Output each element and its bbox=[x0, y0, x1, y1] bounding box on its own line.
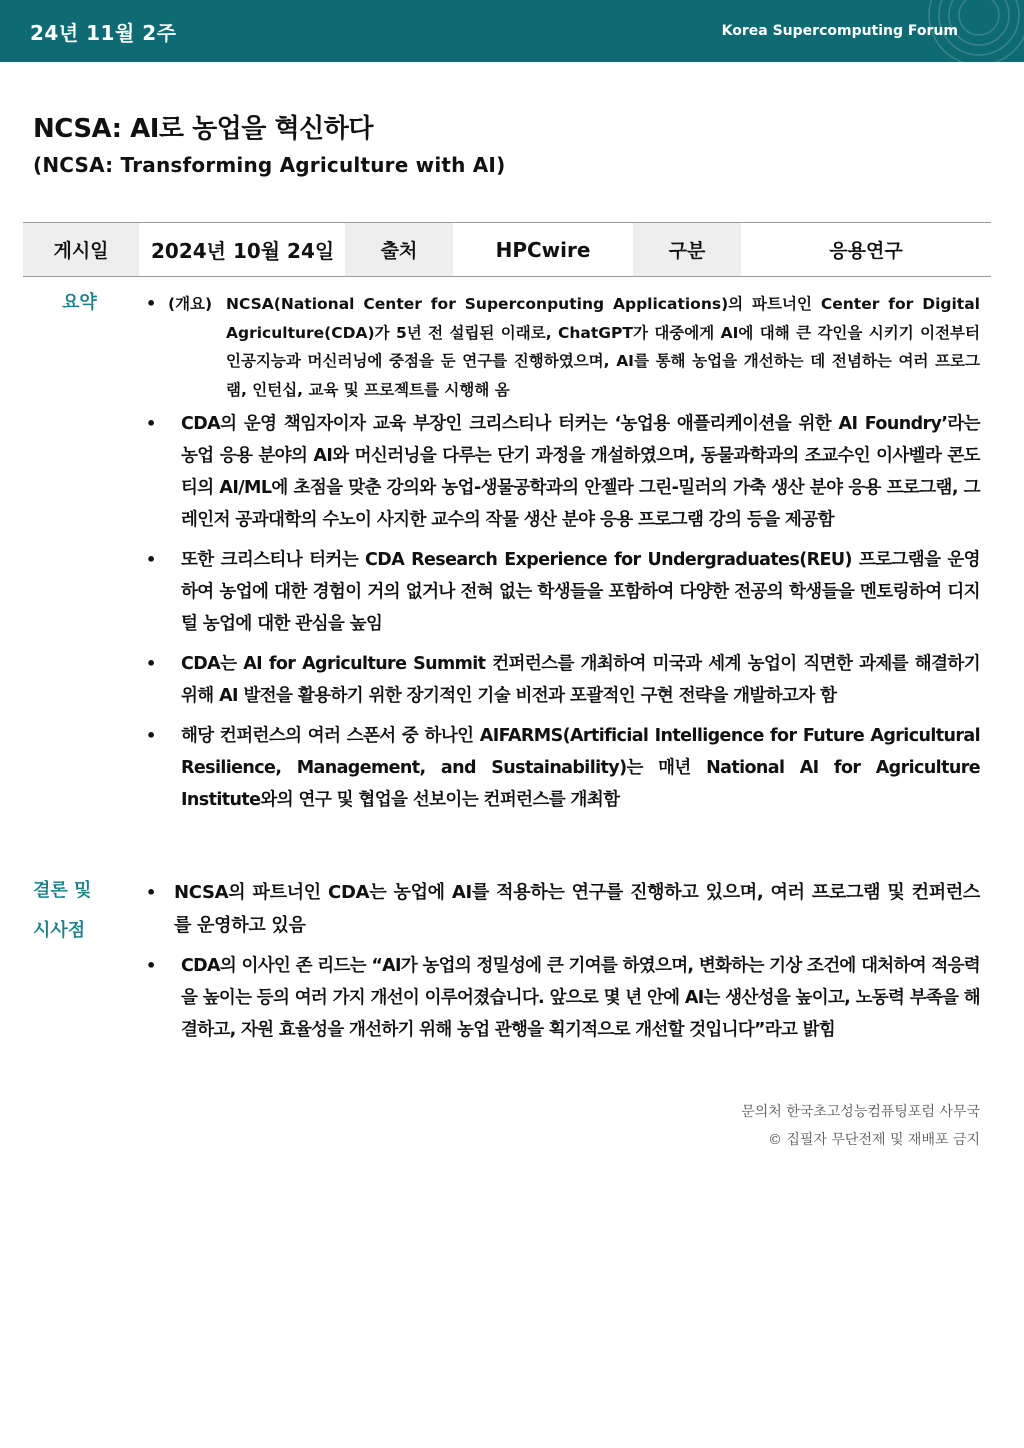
conclusion-label-line2: 시사점 bbox=[33, 920, 86, 941]
posted-value: 2024년 10월 24일 bbox=[151, 239, 335, 263]
posted-label: 게시일 bbox=[23, 223, 139, 276]
list-item bbox=[146, 720, 980, 816]
page-subtitle: (NCSA: Transforming Agriculture with AI) bbox=[33, 153, 506, 177]
bullet-icon: • bbox=[146, 883, 156, 902]
page-title: NCSA: AI로 농업을 혁신하다 bbox=[33, 114, 373, 144]
conclusion-label bbox=[33, 871, 91, 951]
title-block bbox=[33, 108, 505, 177]
bullet-icon: • bbox=[146, 414, 156, 433]
list-item bbox=[146, 876, 980, 942]
forum-name: Korea Supercomputing Forum bbox=[721, 23, 958, 39]
summary-text: 해당 컨퍼런스의 여러 스폰서 중 하나인 AIFARMS(Artificial Intelligence for Future Agricultural Resilience, Management, and Sustainability)는 매년 National AI for Agriculture Institute와의 연구 및 협업을 선보이는 컨퍼런스를 개최함 bbox=[181, 726, 980, 810]
conclusion-text: CDA의 이사인 존 리드는 “AI가 농업의 정밀성에 큰 기여를 하였으며, 변화하는 기상 조건에 대처하여 적응력을 높이는 등의 여러 가지 개선이 이루어졌습니다. 앞으로 몇 년 안에 AI는 생산성을 높이고, 노동력 부족을 해결하고, 자원 효율성을 개선하기 위해 농업 관행을 획기적으로 개선할 것입니다”라고 밝힘 bbox=[181, 956, 980, 1040]
summary-text: CDA는 AI for Agriculture Summit 컨퍼런스를 개최하여 미국과 세계 농업이 직면한 과제를 해결하기 위해 AI 발전을 활용하기 위한 장기적인 기술 비전과 포괄적인 구현 전략을 개발하고자 함 bbox=[181, 654, 980, 706]
source-value: HPCwire bbox=[495, 237, 591, 262]
footer-copyright: © 집필자 무단전제 및 재배포 금지 bbox=[767, 1132, 980, 1148]
summary-label: 요약 bbox=[62, 292, 97, 313]
overview-tag: (개요) bbox=[168, 295, 213, 313]
list-item bbox=[146, 648, 980, 712]
conclusion-label-line1: 결론 및 bbox=[33, 880, 92, 901]
decorative-circles-icon bbox=[924, 0, 1024, 62]
header-bar bbox=[0, 0, 1024, 62]
summary-list bbox=[146, 290, 980, 824]
conclusion-list bbox=[146, 876, 980, 1046]
footer-contact: 문의처 한국초고성능컴퓨팅포럼 사무국 bbox=[741, 1104, 980, 1120]
summary-text: CDA의 운영 책임자이자 교육 부장인 크리스티나 터커는 ‘농업용 애플리케이션을 위한 AI Foundry’라는 농업 응용 분야의 AI와 머신러닝을 다루는 단기 과정을 개설하였으며, 동물과학과의 조교수인 이사벨라 콘도티의 AI/ML에 초점을 맞춘 강의와 농업-생물공학과의 안젤라 그린-밀러의 가축 생산 분야 응용 프로그램, 그레인저 공과대학의 수노이 사지한 교수의 작물 생산 분야 응용 프로그램 강의 등을 제공함 bbox=[181, 414, 980, 530]
summary-text: NCSA(National Center for Superconputing Applications)의 파트너인 Center for Digital Agriculture(CDA)가 5년 전 설립된 이래로, ChatGPT가 대중에게 AI에 대해 큰 각인을 시키기 이전부터 인공지능과 머신러닝에 중점을 둔 연구를 진행하였으며, AI를 통해 농업을 개선하는 데 전념하는 여러 프로그램, 인턴십, 교육 및 프로젝트를 시행해 옴 bbox=[226, 295, 980, 399]
footer bbox=[741, 1098, 980, 1154]
bullet-icon: • bbox=[146, 956, 156, 975]
bullet-icon: • bbox=[146, 550, 156, 569]
summary-text: 또한 크리스티나 터커는 CDA Research Experience for Undergraduates(REU) 프로그램을 운영하여 농업에 대한 경험이 거의 없거나 전혀 없는 학생들을 포함하여 다양한 전공의 학생들을 멘토링하여 디지털 농업에 대한 관심을 높임 bbox=[181, 550, 980, 634]
list-item bbox=[146, 408, 980, 536]
bullet-icon: • bbox=[146, 294, 157, 313]
list-item bbox=[146, 950, 980, 1046]
issue-week: 24년 11월 2주 bbox=[30, 20, 177, 45]
category-label: 구분 bbox=[633, 223, 741, 276]
list-item bbox=[146, 544, 980, 640]
bullet-icon: • bbox=[146, 726, 156, 745]
list-item bbox=[146, 290, 980, 404]
conclusion-text: NCSA의 파트너인 CDA는 농업에 AI를 적용하는 연구를 진행하고 있으며, 여러 프로그램 및 컨퍼런스를 운영하고 있음 bbox=[174, 882, 980, 936]
category-value: 응용연구 bbox=[829, 240, 903, 262]
source-label: 출처 bbox=[345, 223, 453, 276]
bullet-icon: • bbox=[146, 654, 156, 673]
meta-table bbox=[23, 222, 991, 277]
